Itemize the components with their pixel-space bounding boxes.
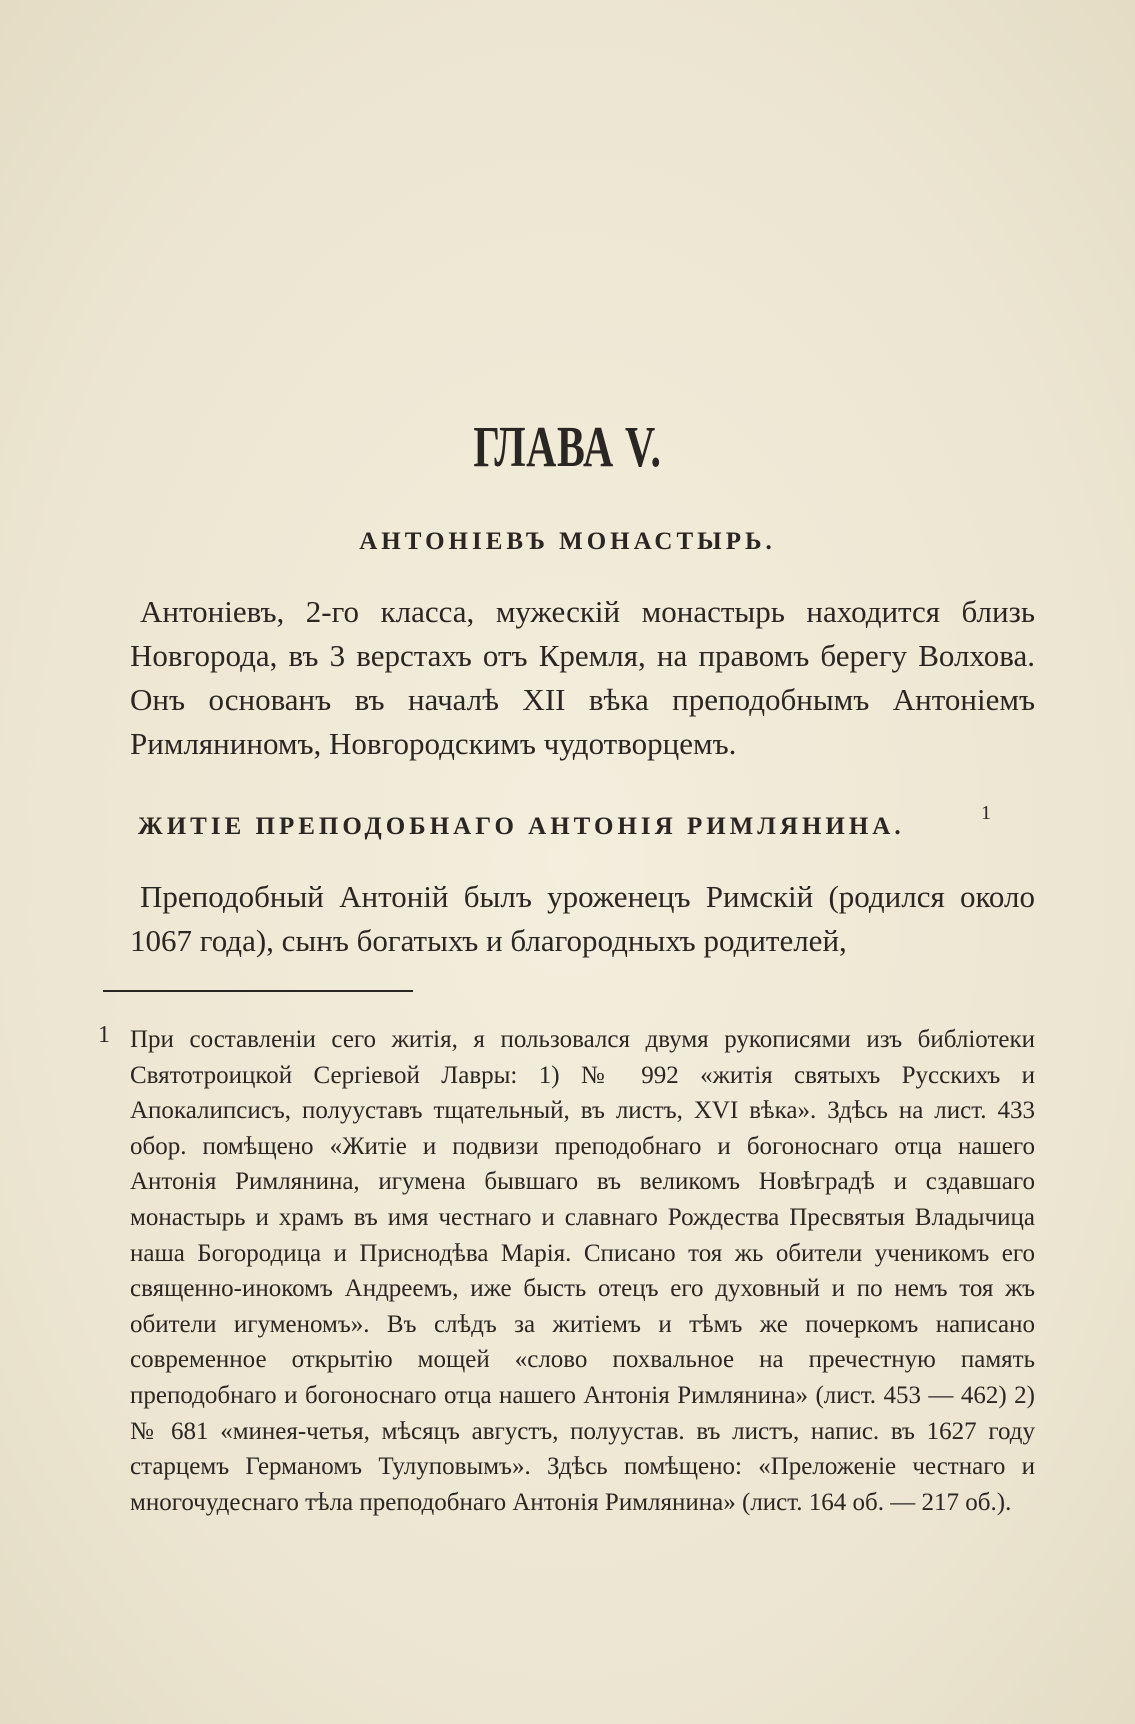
section-title: АНТОНІЕВЪ МОНАСТЫРЬ. xyxy=(359,528,776,555)
intro-paragraph-text: Антоніевъ, 2-го класса, мужескій монастырь находится близь Новгорода, въ 3 верстахъ отъ Кремля, на правомъ берегу Волхова. Онъ основанъ въ началѣ XII вѣка преподобнымъ Антоніемъ Римляниномъ, Новгородскимъ чудотворцемъ. xyxy=(130,594,1035,761)
footnote-reference: 1 xyxy=(981,802,991,824)
intro-paragraph xyxy=(130,590,1035,766)
life-paragraph-text: Преподобный Антоній былъ уроженецъ Римскій (родился около 1067 года), сынъ богатыхъ и благородныхъ родителей, xyxy=(130,879,1035,958)
footnote xyxy=(130,1022,1035,1520)
footnote-text: При составленіи сего житія, я пользовался двумя рукописями изъ библіотеки Святотроицкой Сергіевой Лавры: 1) № 992 «житія святыхъ Русскихъ и Апокалипсисъ, полууставъ тщательный, въ листъ, XVI вѣка». Здѣсь на лист. 433 обор. помѣщено «Житіе и подвизи преподобнаго и богоноснаго отца нашего Антонія Римлянина, игумена бывшаго въ великомъ Новѣградѣ и сздавшаго монастырь и храмъ въ имя честнаго и славнаго Рождества Пресвятыя Владычица наша Богородица и Приснодѣва Марія. Списано тоя жь обители ученикомъ его священно-инокомъ Андреемъ, иже бысть отецъ его духовный и по немъ тоя жъ обители игуменомъ». Въ слѣдъ за житіемъ и тѣмъ же почеркомъ написано современное открытію мощей «слово похвальное на пречестную память преподобнаго и богоноснаго отца нашего Антонія Римлянина» (лист. 453 — 462) 2) № 681 «минея-четья, мѣсяцъ августъ, полуустав. въ листъ, напис. въ 1627 году старцемъ Германомъ Тулуповымъ». Здѣсь помѣщено: «Преложеніе честнаго и многочудеснаго тѣла преподобнаго Антонія Римлянина» (лист. 164 об. — 217 об.). xyxy=(130,1026,1035,1516)
life-title: ЖИТІЕ ПРЕПОДОБНАГО АНТОНІЯ РИМЛЯНИНА. xyxy=(138,813,905,840)
life-paragraph xyxy=(130,875,1035,963)
chapter-title: ГЛАВА V. xyxy=(473,414,662,479)
footnote-divider xyxy=(103,990,413,992)
footnote-number: 1 xyxy=(98,1022,110,1048)
